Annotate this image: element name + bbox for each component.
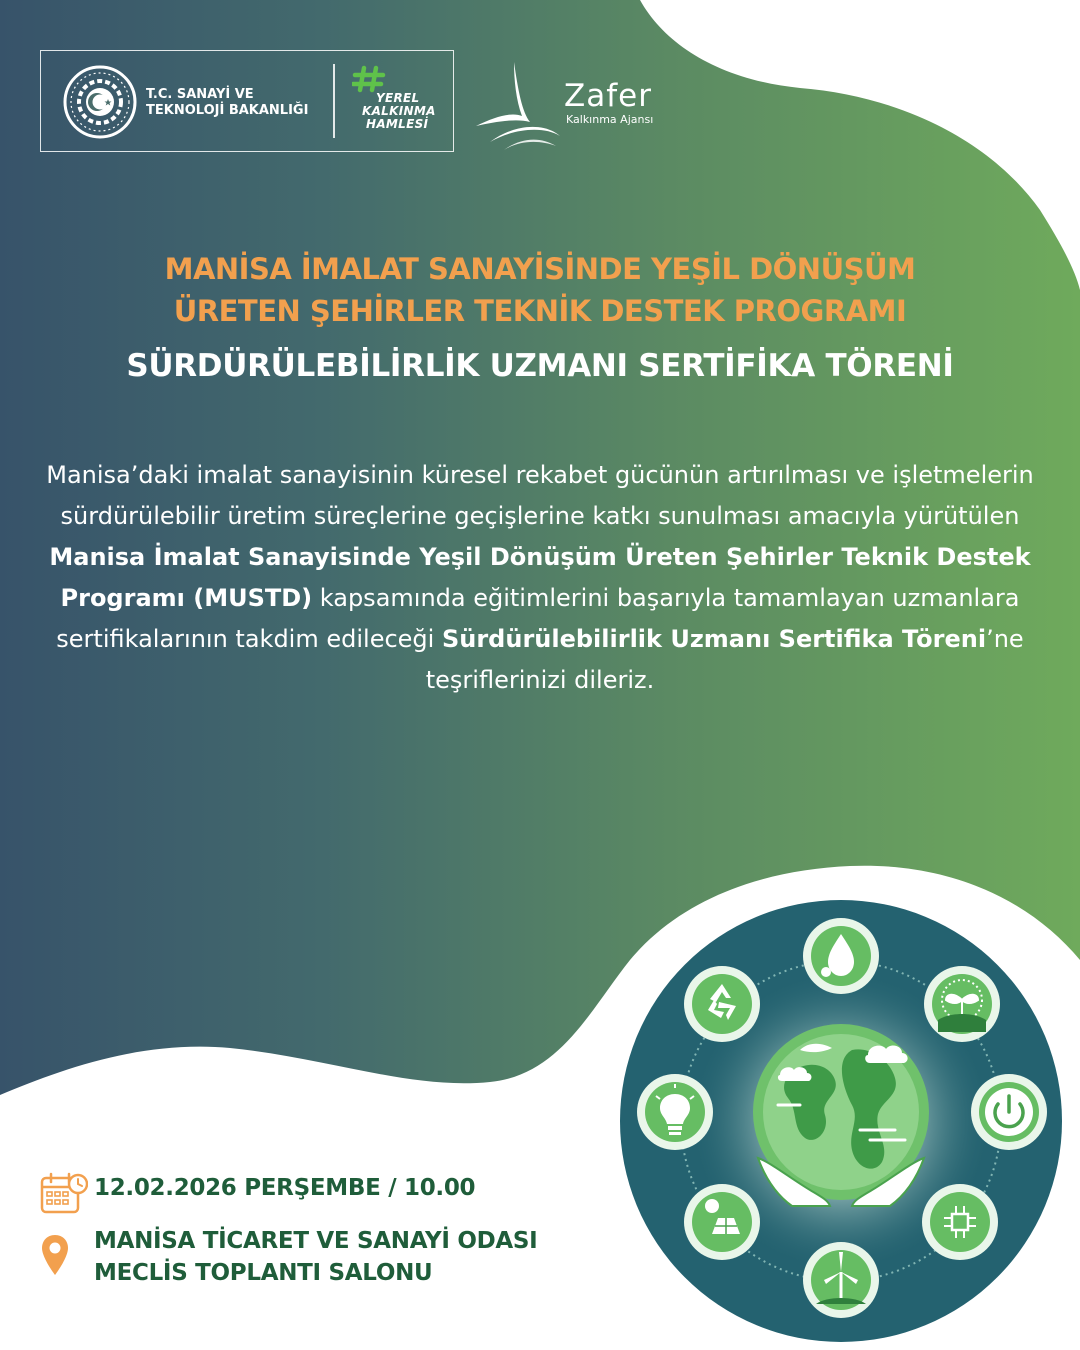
location-pin-icon — [40, 1233, 70, 1277]
light-bulb-icon — [637, 1074, 713, 1150]
zafer-logo-name: Zafer — [564, 78, 652, 114]
ministry-name-line1: T.C. SANAYİ VE — [146, 87, 254, 102]
logo-divider — [333, 64, 335, 138]
ministry-name — [146, 87, 308, 119]
paragraph-intro: Manisa’daki imalat sanayisinin küresel rekabet gücünün artırılması ve işletmelerin sürdürülebilir üretim süreçlerine geçişlerine katkı sunulması amacıyla yürütülen — [46, 461, 1034, 530]
recycle-icon — [684, 966, 760, 1042]
venue-line2: MECLİS TOPLANTI SALONU — [94, 1260, 433, 1286]
solar-panel-icon — [684, 1184, 760, 1260]
zafer-swoosh-icon — [474, 60, 564, 152]
event-venue — [94, 1225, 537, 1289]
invitation-paragraph — [30, 455, 1050, 701]
title-block — [40, 248, 1040, 388]
event-date-time: 12.02.2026 PERŞEMBE / 10.00 — [94, 1175, 476, 1201]
paragraph-middle: kapsamında eğitimlerini başarıyla tamamlayan uzmanlara sertifikalarının takdim edileceği — [56, 584, 1020, 653]
ministry-emblem-icon — [62, 64, 138, 140]
yerel-line1: YEREL — [376, 91, 420, 105]
wind-turbine-icon — [803, 1242, 879, 1318]
sprout-icon — [924, 966, 1000, 1042]
calendar-icon — [40, 1172, 88, 1216]
zafer-logo-subtitle: Kalkınma Ajansı — [566, 113, 654, 126]
circuit-icon — [922, 1184, 998, 1260]
sustainability-illustration — [620, 900, 1062, 1342]
venue-line1: MANİSA TİCARET VE SANAYİ ODASI — [94, 1228, 538, 1254]
power-icon — [971, 1074, 1047, 1150]
program-title-line2: ÜRETEN ŞEHİRLER TEKNİK DESTEK PROGRAMI — [173, 294, 907, 328]
water-drop-icon — [803, 918, 879, 994]
yerel-kalkinma-logo-text — [362, 92, 436, 131]
yerel-line2: KALKINMA — [362, 104, 436, 118]
paragraph-program-name: Manisa İmalat Sanayisinde Yeşil Dönüşüm Üreten Şehirler Teknik Destek Programı (MUSTD) — [49, 543, 1031, 612]
paragraph-ceremony-name: Sürdürülebilirlik Uzmanı Sertifika Töreni — [441, 625, 987, 653]
ceremony-title: SÜRDÜRÜLEBİLİRLİK UZMANI SERTİFİKA TÖRENİ — [126, 348, 954, 384]
program-title-line1: MANİSA İMALAT SANAYİSİNDE YEŞİL DÖNÜŞÜM — [164, 252, 916, 286]
yerel-line3: HAMLESİ — [366, 117, 429, 131]
paragraph-ending: ’ne teşriflerinizi dileriz. — [425, 625, 1024, 694]
ministry-name-line2: TEKNOLOJİ BAKANLIĞI — [146, 103, 309, 118]
